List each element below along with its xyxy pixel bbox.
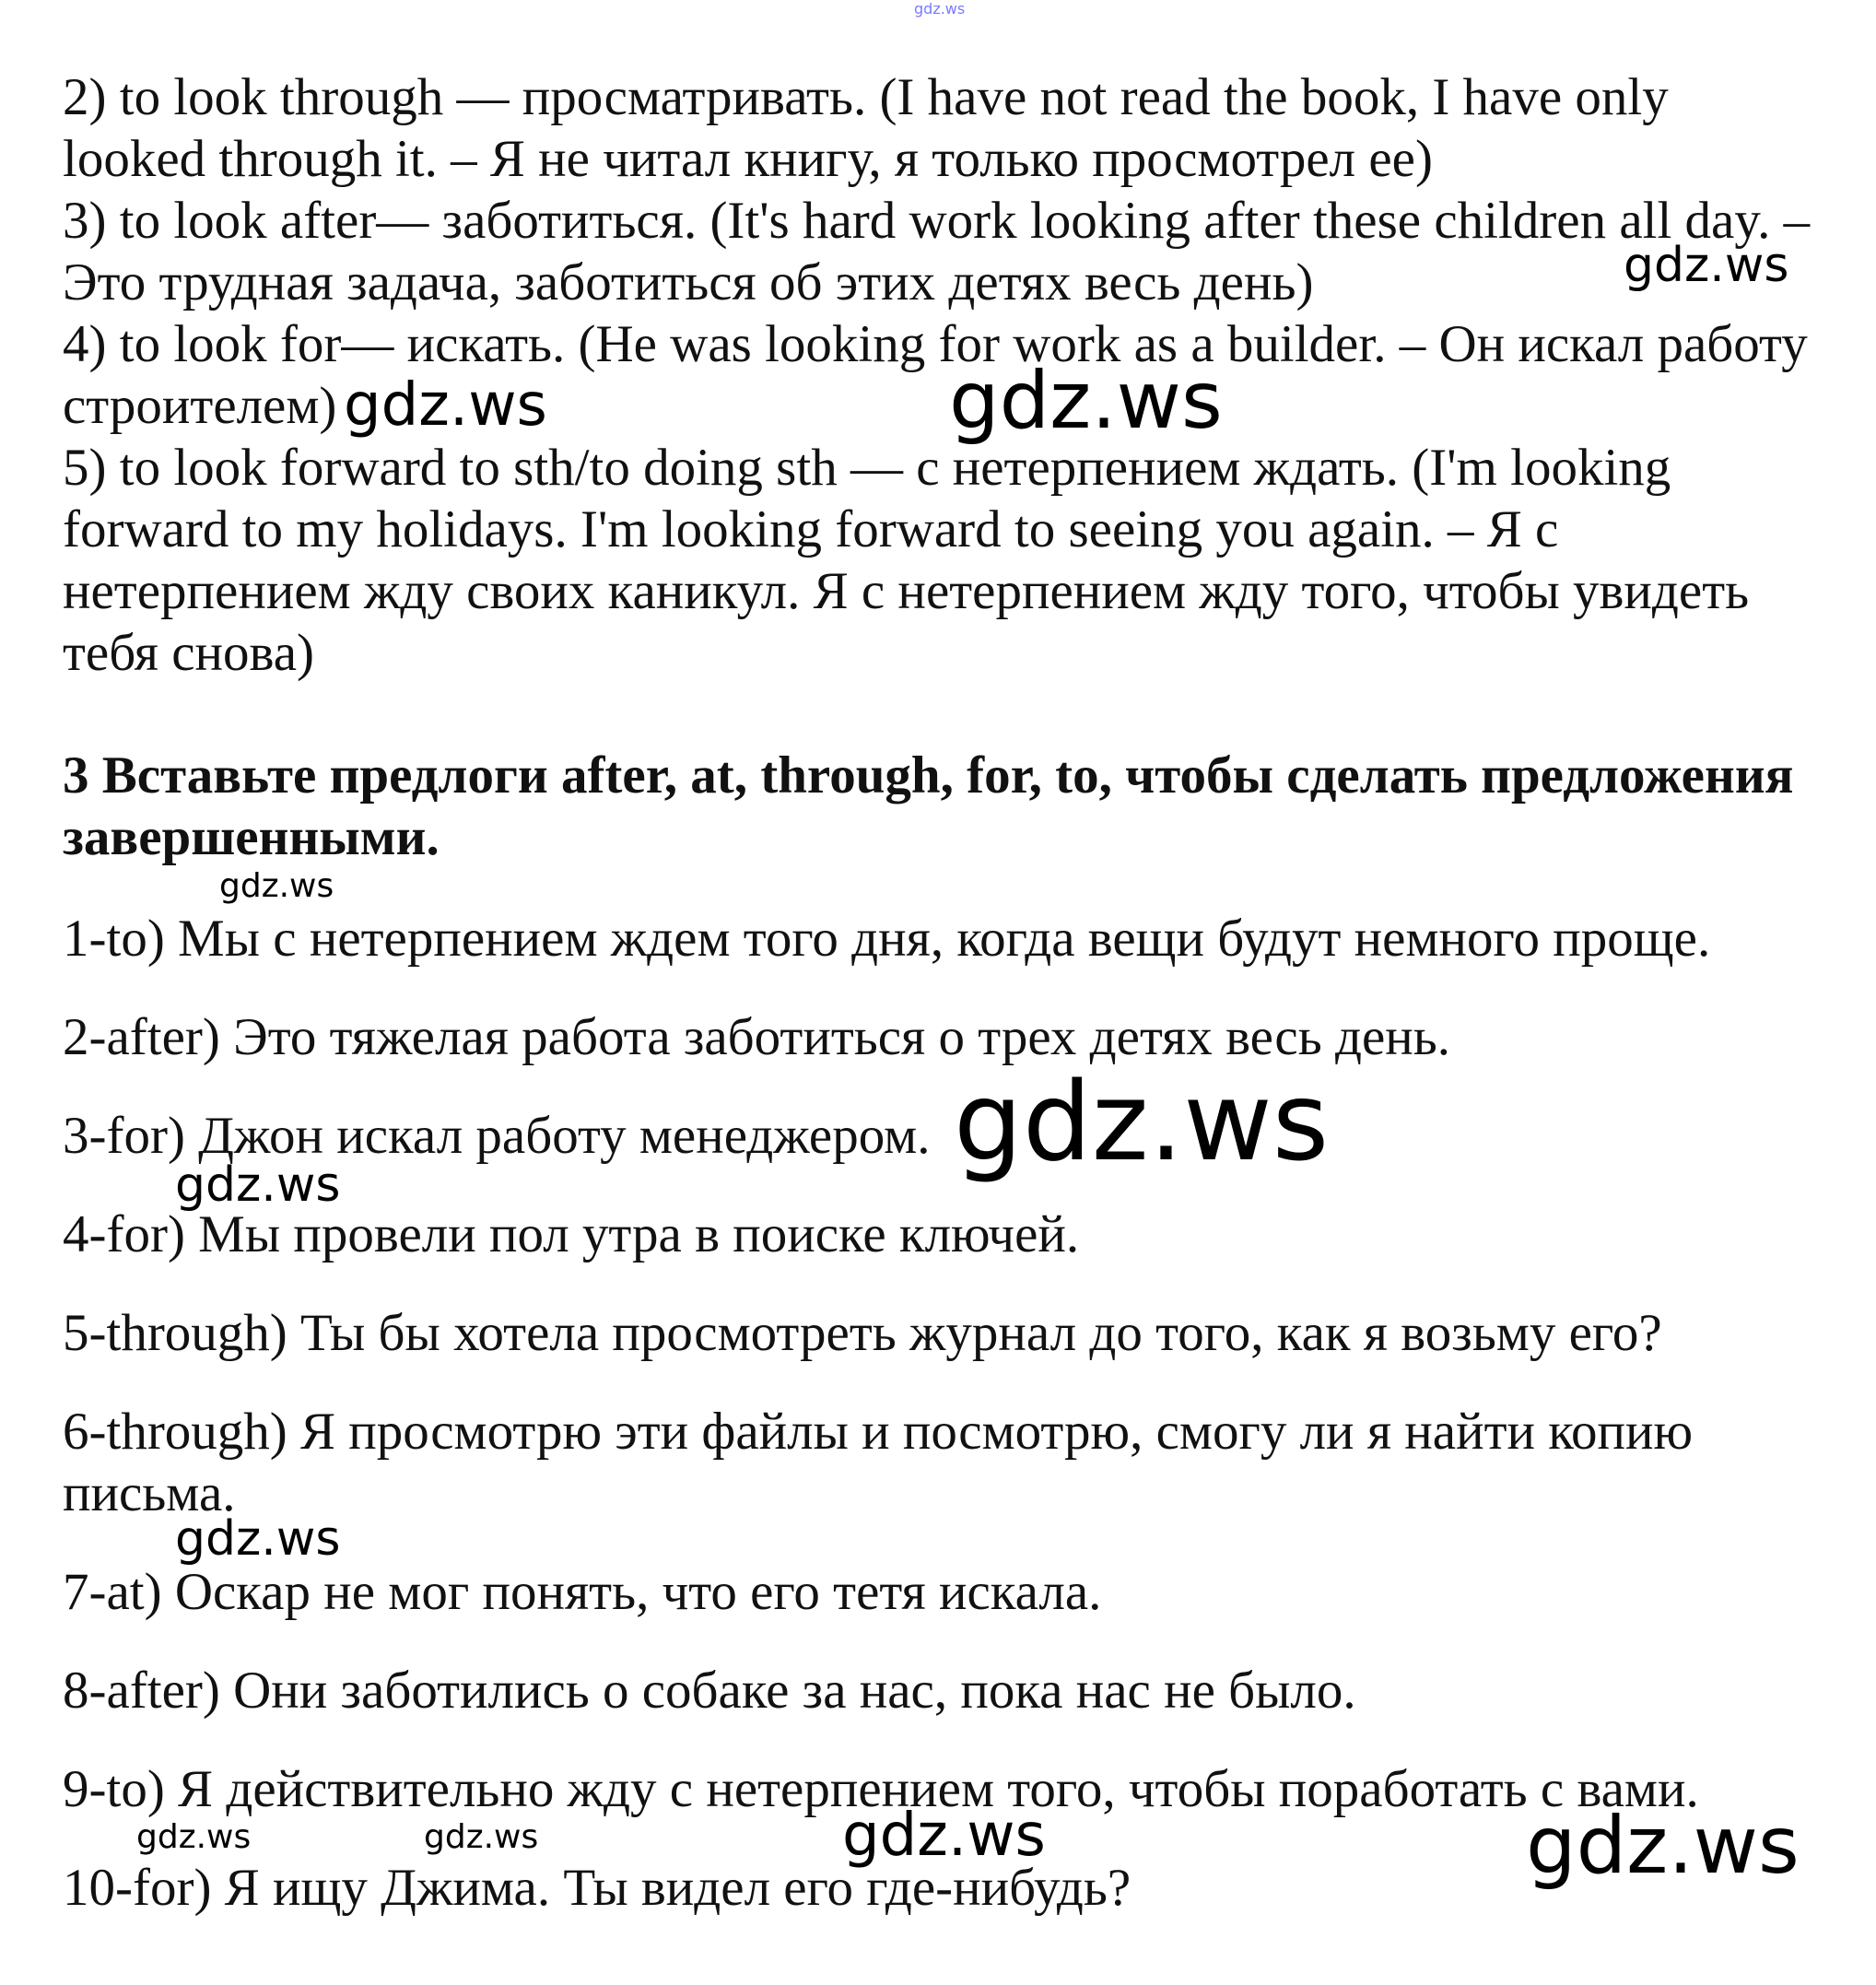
watermark: gdz.ws bbox=[949, 355, 1223, 447]
text-line: 3) to look after— заботиться. (It's hard work looking after these children all day. – bbox=[63, 192, 1811, 250]
answer-line: 2-after) Это тяжелая работа заботиться о трех детях весь день. bbox=[63, 1008, 1450, 1066]
watermark: gdz.ws bbox=[175, 1157, 341, 1213]
watermark: gdz.ws bbox=[954, 1058, 1330, 1185]
answer-line: 10-for) Я ищу Джима. Ты видел его где-нибудь? bbox=[63, 1859, 1131, 1917]
answer-line: 8-after) Они заботились о собаке за нас, пока нас не было. bbox=[63, 1662, 1356, 1720]
text-line: 2) to look through — просматривать. (I have not read the book, I have only bbox=[63, 68, 1669, 126]
text-line: 4) to look for— искать. (He was looking for work as a builder. – Он искал работу bbox=[63, 315, 1808, 373]
watermark: gdz.ws bbox=[219, 867, 334, 905]
exercise-heading-line-2: завершенными. bbox=[63, 808, 440, 866]
watermark: gdz.ws bbox=[424, 1818, 539, 1856]
watermark: gdz.ws bbox=[344, 371, 547, 440]
watermark: gdz.ws bbox=[842, 1802, 1046, 1870]
answer-line: 9-to) Я действительно жду с нетерпением того, чтобы поработать с вами. bbox=[63, 1760, 1699, 1818]
text-line: 5) to look forward to sth/to doing sth — с нетерпением ждать. (I'm looking bbox=[63, 439, 1671, 497]
text-line: нетерпением жду своих каникул. Я с нетерпением жду того, чтобы увидеть bbox=[63, 562, 1750, 620]
answer-line: письма. bbox=[63, 1464, 236, 1522]
answer-line: 4-for) Мы провели пол утра в поиске ключей. bbox=[63, 1205, 1080, 1263]
answer-line: 5-through) Ты бы хотела просмотреть журнал до того, как я возьму его? bbox=[63, 1304, 1662, 1362]
text-line: looked through it. – Я не читал книгу, я только просмотрел ее) bbox=[63, 130, 1433, 188]
answer-line: 7-at) Оскар не мог понять, что его тетя искала. bbox=[63, 1563, 1102, 1621]
text-line: forward to my holidays. I'm looking forward to seeing you again. – Я с bbox=[63, 500, 1559, 558]
answer-line: 1-to) Мы с нетерпением ждем того дня, когда вещи будут немного проще. bbox=[63, 910, 1711, 968]
watermark-small-top: gdz.ws bbox=[914, 0, 966, 18]
exercise-heading-line-1: 3 Вставьте предлоги after, at, through, for, to, чтобы сделать предложения bbox=[63, 746, 1794, 805]
watermark: gdz.ws bbox=[1624, 238, 1789, 293]
answer-line: 3-for) Джон искал работу менеджером. bbox=[63, 1107, 931, 1165]
text-line: тебя снова) bbox=[63, 624, 315, 682]
answer-line: 6-through) Я просмотрю эти файлы и посмотрю, смогу ли я найти копию bbox=[63, 1403, 1694, 1461]
watermark: gdz.ws bbox=[136, 1818, 252, 1856]
watermark: gdz.ws bbox=[175, 1511, 341, 1567]
text-line: строителем) bbox=[63, 377, 337, 435]
text-line: Это трудная задача, заботиться об этих детях весь день) bbox=[63, 253, 1314, 311]
watermark: gdz.ws bbox=[1526, 1800, 1800, 1892]
